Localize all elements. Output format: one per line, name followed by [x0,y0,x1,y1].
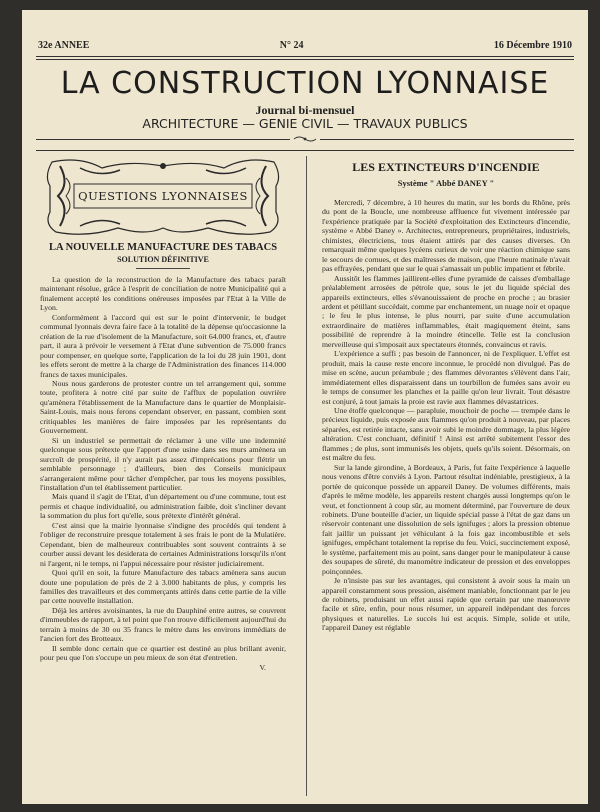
column-divider [306,156,307,796]
right-paragraph: Je n'insiste pas sur les avantages, qui consistent à avoir sous la main un appareil constamment sous pression, aisément maniable, fonctionnant par le jeu de robinets, produisant un effet aussi rapide que certain par une manœuvre facile et sûre, enfin, pour nous résumer, un appareil indépendant des forces physiques et naturelles. Le succès lui est acquis. Simple, solide et utile, l'appareil Daney est réglable [322,576,570,633]
left-paragraph: Si un industriel se permettait de réclamer à une ville une indemnité quelconque sous prétexte que l'apport d'une usine dans ses murs amènera un surcroît de prospérité, il n'y aurait pas assez d'imprécations pour flétrir un semblable personnage ; d'ailleurs, bien des Conseils municipaux s'arrangeraient même pour tâcher d'empêcher, par tous les moyens possibles, l'installation d'un tel établissement particulier. [40,435,286,492]
left-subhead: SOLUTION DÉFINITIVE [117,255,209,264]
left-signature: V. [259,662,266,672]
left-paragraph: Mais quand il s'agit de l'Etat, d'un département ou d'une commune, tout est permis et chaque individualité, ou administration faible, doit s'incliner devant la sommation du plus fort qu'elle, sous prétexte d'intérêt général. [40,492,286,521]
right-column [322,156,570,633]
top-rule-thin [36,59,574,60]
ornament-icon [290,134,320,144]
left-paragraph: La question de la reconstruction de la Manufacture des tabacs paraît maintenant résolue, grâce à l'esprit de conciliation de notre Municipalité qui a finalement accepté les conditions onéreuses imposées par l'Etat à la Ville de Lyon. [40,275,286,313]
left-column [40,156,286,672]
left-paragraph: C'est ainsi que la mairie lyonnaise s'indigne des procédés qui tendent à l'obliger de reconstruire presque totalement à ses frais le pont de la Mulatière. Cependant, bien de malheureux contribuables sont souvent contraints à se courber aussi devant les desiderata de certaines Administrations lorsqu'ils n'ont ni l'argent, ni le temps, ni l'appui nécessaire pour résister judiciairement. [40,520,286,568]
newspaper-page [22,10,588,804]
right-subhead: Système " Abbé DANEY " [397,178,495,188]
left-paragraph: Déjà les artères avoisinantes, la rue du Dauphiné entre autres, se couvrent d'immeubles de rapport, à tel point que l'on trouve difficilement aujourd'hui du terrain à moins de 30 ou 35 francs le mètre dans les environs immédiats de l'ancien fort des Brotteaux. [40,605,286,644]
left-headline: LA NOUVELLE MANUFACTURE DES TABACS [48,242,278,253]
left-paragraph: Il semble donc certain que ce quartier est destiné au plus brillant avenir, pour peu que l'on s'occupe un peu mieux de son état d'entretien. [40,643,286,663]
masthead-subtitle: Journal bi-mensuel [255,103,355,117]
masthead-sections: ARCHITECTURE — GENIE CIVIL — TRAVAUX PUBLICS [142,116,468,131]
left-paragraph: Nous nous garderons de protester contre un tel arrangement qui, somme toute, profitera à notre cité par suite de l'afflux de population ouvrière qu'amènera l'établissement de la Manufacture dans le quartier de Monplaisir-Saint-Louis, mais nous ferons cependant observer, en passant, combien sont critiquables les manières de faire imposées par les représentants du Gouvernement. [40,378,286,436]
top-rule [36,56,574,57]
right-headline: LES EXTINCTEURS D'INCENDIE [352,160,540,174]
left-paragraph: Conformément à l'accord qui est sur le point d'intervenir, le budget communal lyonnais devra faire face à la totalité de la dépense qu'occasionne la création de la rue d'isolement de la Manufacture, soit 64.000 francs, et, d'autre part, il aura à prévoir le versement à l'Etat d'une subvention de 75.000 francs pour compenser, en quelque sorte, l'application de la loi du 28 juin 1901, dont les effets seront de mettre à la charge de l'Administration des finances 114.000 francs de taxes municipales. [40,312,286,379]
left-short-rule [136,268,190,269]
issue-date: 16 Décembre 1910 [493,40,572,51]
right-paragraph: Sur la lande girondine, à Bordeaux, à Paris, fut faite l'expérience à laquelle nous venons d'être conviés à Lyon. Partout résultat indéniable, prestigieux, à la portée de quiconque possède un appareil Daney. De volumes différents, mais d'après le même modèle, les appareils restent chargés aussi longtemps qu'on le veut, et fonctionnent à coup sûr, au moment déterminé, par l'ouverture de deux robinets. D'une bouteille d'acier, un liquide spécial passe à l'état de gaz dans un réservoir contenant une dissolution de sels ignifuges ; alors la pression obtenue fait jaillir un puissant jet véhiculant à la fois gaz incombustible et sels ignifuges, empêchant totalement la reprise du feu. Voici, succinctement exposé, le système, parfaitement mis au point, sans danger pour le manipulateur à cause des soupapes de sûreté, du manomètre indicateur de pression et des enveloppes poinçonnées. [322,462,570,576]
header-bottom-rule [36,150,574,151]
year-label: 32e ANNEE [38,40,90,51]
right-paragraph: Aussitôt les flammes jaillirent-elles d'une pyramide de caisses d'emballage préalablement arrosées de pétrole que, sous le jet du liquide spécial des appareils extincteurs, elles s'évanouissaient de proche en proche ; au brasier ardent et pétillant succédait, comme par enchantement, un nuage noir et opaque ; le feu le plus intense, le plus nourri, par suite d'une accumulation extraordinaire de matières inflammables, était magiquement éteint, sans possibilité de reprendre à la moindre étincelle. Telle est la conclusion merveilleuse qui s'imposait aux spectateurs étonnés, convaincus et ravis. [322,273,570,349]
right-paragraph: Mercredi, 7 décembre, à 10 heures du matin, sur les bords du Rhône, près du pont de la Boucle, une nombreuse affluence fut vivement intéressée par l'expérience pratiquée par la Société d'exploitation des Extincteurs d'incendie, système « Abbé Daney ». Architectes, entrepreneurs, propriétaires, industriels, chimistes, électriciens, tous étaient attirés par des causes diverses. On remarquait même quelques lycéens curieux de voir une réaction chimique sans le secours de cornues, et des maîtresses de maison, que l'heure matinale n'avait pas effrayées, pendant que sur le quai s'amassait un public impatient et fébrile. [322,198,570,274]
masthead-title: LA CONSTRUCTION LYONNAISE [60,66,550,101]
right-paragraph: L'expérience a suffi ; pas besoin de l'annoncer, ni de l'expliquer. L'effet est produit, mais la cause reste encore inconnue, le procédé non divulgué. Pas de mise en scène, aucun préambule ; des flammes dévorantes s'élèvent dans l'air, immédiatement elles disparaissent dans un tourbillon de fumées sans avoir eu le temps de consumer les planches et la paille qu'on leur livrait. Tout désastre est conjuré, à tout jamais la proie est ravie aux flammes dévastatrices. [322,349,570,406]
banner-label: QUESTIONS LYONNAISES [78,189,248,203]
questions-banner [40,156,286,238]
right-paragraph: Une étoffe quelconque — parapluie, mouchoir de poche — trempée dans le précieux liquide, puis exposée aux flammes qu'on produit à nouveau, par places séparées, est retirée intacte, sans avoir subi le moindre dommage, la plus légère altération. C'est concluant, définitif ! Ainsi est arrêté subitement l'essor des flammes ; de plus, sont immunisés les objets, quels qu'ils soient. Désormais, on est maître du feu. [322,405,570,463]
issue-number: N° 24 [279,40,304,51]
left-paragraph: Quoi qu'il en soit, la future Manufacture des tabacs amènera sans aucun doute une population de près de 2 à 3.000 habitants de plus, y compris les familles des travailleurs et des commerçants attirés dans cette partie de la ville par cette nouvelle installation. [40,568,286,606]
dateline [38,40,572,51]
